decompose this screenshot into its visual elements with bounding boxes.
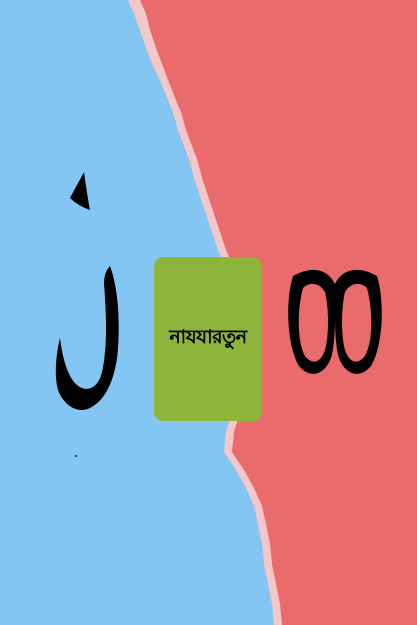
eyeglasses-icon <box>285 262 385 380</box>
glasses-frame <box>288 270 382 374</box>
answer-label: নাযযারতুন <box>169 326 247 348</box>
nun-body <box>56 266 119 410</box>
arabic-letter-nun-icon <box>52 168 120 412</box>
nun-dot <box>70 172 90 210</box>
speck <box>75 455 77 457</box>
answer-badge <box>154 257 262 421</box>
